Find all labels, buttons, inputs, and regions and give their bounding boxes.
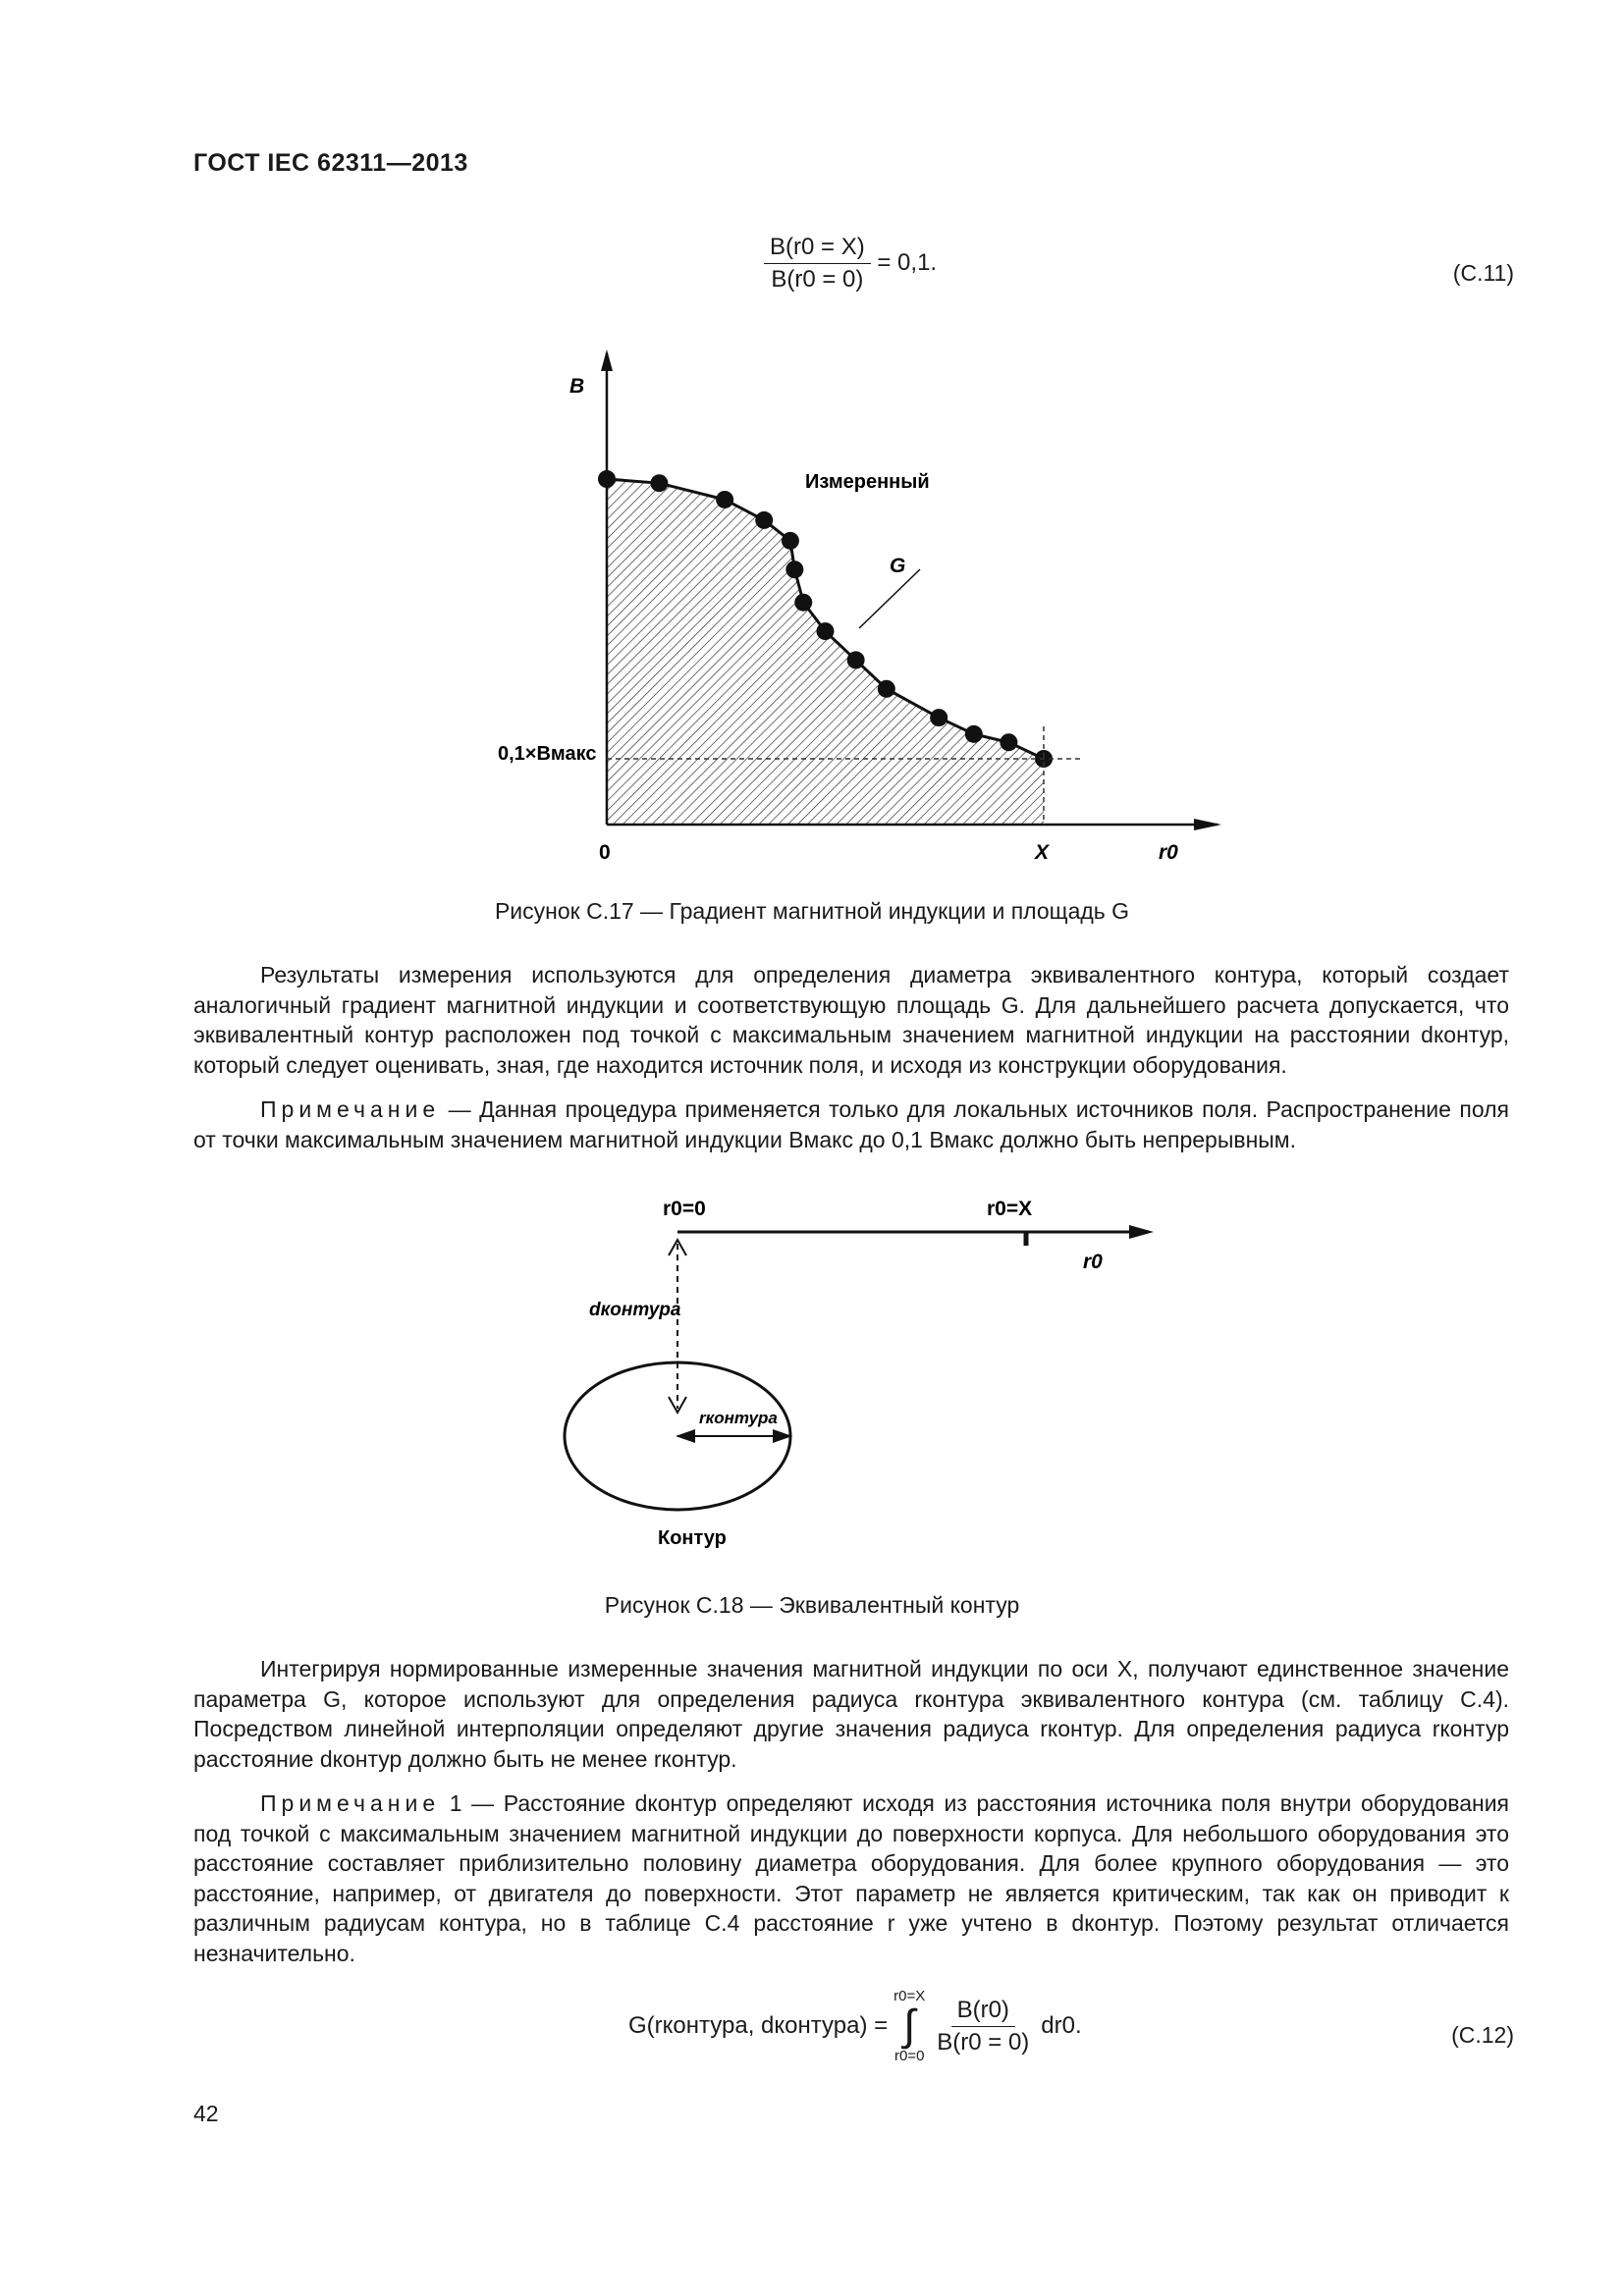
formula-c12-tail: dr0. xyxy=(1041,2012,1082,2039)
note-1-text: — Данная процедура применяется только для локальных источников поля. Распространение поля от точки максимальным значением магнитной индукции Bмакс до 0,1 Bмакс должно быть непрерывным. xyxy=(193,1096,1509,1152)
data-point xyxy=(782,532,799,550)
integral-upper-limit: r0=X xyxy=(893,1988,926,2004)
formula-c12-numerator: B(r0) xyxy=(951,1997,1015,2027)
equation-number-c12: (С.12) xyxy=(1451,2022,1514,2048)
x-axis-arrow xyxy=(1194,819,1221,830)
data-point xyxy=(650,474,668,492)
r0-end-label: r0=X xyxy=(987,1198,1033,1220)
note-2-label: Примечание xyxy=(260,1790,441,1816)
formula-c11-denominator: B(r0 = 0) xyxy=(771,266,864,293)
area-g-label: G xyxy=(890,555,906,577)
data-point xyxy=(1000,733,1017,751)
x-mark-label: X xyxy=(1035,841,1050,864)
g-leader-line xyxy=(859,569,920,628)
formula-c12-lhs: G(rконтура, dконтура) = xyxy=(628,2012,889,2039)
equation-number-c11: (С.11) xyxy=(1452,260,1514,286)
area-g xyxy=(607,479,1044,825)
r0-axis-label: r0 xyxy=(1083,1251,1103,1273)
formula-c11-numerator: B(r0 = X) xyxy=(764,234,871,264)
note-2 xyxy=(193,1789,1509,1968)
page-number: 42 xyxy=(193,2101,219,2126)
y-axis-arrow xyxy=(601,349,613,371)
curve-label: Измеренный xyxy=(805,471,930,493)
formula-c12 xyxy=(628,1988,1082,2064)
r-contour-label: rконтура xyxy=(699,1409,778,1427)
data-point xyxy=(847,651,865,668)
data-point xyxy=(965,725,983,743)
r-contour-arrow-left xyxy=(676,1429,695,1443)
note-2-text: 1 — Расстояние dконтур определяют исходя из расстояния источника поля внутри оборудования под точкой с максимальным значением магнитной индукции до поверхности корпуса. Для небольшого оборудования это расстояние составляет приблизительно половину диаметра оборудования. Для более крупного оборудования — это расстояние, например, от двигателя до поверхности. Этот параметр не является критическим, так как он приводит к различным радиусам контура, но в таблице С.4 расстояние r уже учтено в dконтур. Поэтому результат отличается незначительно. xyxy=(193,1790,1509,1966)
data-point xyxy=(817,622,835,640)
document-header: ГОСТ IEC 62311—2013 xyxy=(193,149,468,177)
formula-c11-rhs: = 0,1. xyxy=(877,248,938,276)
integral-lower-limit: r0=0 xyxy=(893,2048,925,2064)
data-point xyxy=(878,680,895,698)
d-contour-label: dконтура xyxy=(589,1300,681,1320)
figure-c17-chart xyxy=(471,344,1237,874)
data-point xyxy=(794,594,812,612)
figure-c18-diagram xyxy=(530,1183,1178,1575)
figure-c18-caption: Рисунок С.18 — Эквивалентный контур xyxy=(604,1592,1020,1618)
figure-c17-caption: Рисунок С.17 — Градиент магнитной индукции и площадь G xyxy=(494,898,1130,924)
integral-symbol: ∫ xyxy=(903,2002,916,2050)
formula-c12-denominator: B(r0 = 0) xyxy=(937,2028,1030,2056)
r0-start-label: r0=0 xyxy=(663,1198,706,1220)
contour-label: Контур xyxy=(658,1527,727,1549)
threshold-label: 0,1×Bмакс xyxy=(498,743,597,765)
r0-axis-arrow xyxy=(1129,1225,1154,1239)
data-point xyxy=(785,561,803,578)
formula-c11 xyxy=(764,234,937,294)
data-point xyxy=(716,491,733,508)
x-axis-label: r0 xyxy=(1159,841,1178,864)
y-axis-label: B xyxy=(569,375,585,398)
note-1 xyxy=(193,1095,1509,1154)
data-point xyxy=(755,511,773,529)
paragraph-2: Интегрируя нормированные измеренные значения магнитной индукции по оси X, получают единственное значение параметра G, которое используют для определения радиуса rконтура эквивалентного контура (см. таблицу С.4). Посредством линейной интерполяции определяют другие значения радиуса rконтур. Для определения радиуса rконтур расстояние dконтур должно быть не менее rконтур. xyxy=(193,1656,1509,1772)
paragraph-1: Результаты измерения используются для определения диаметра эквивалентного контура, который создает аналогичный градиент магнитной индукции и соответствующую площадь G. Для дальнейшего расчета допускается, что эквивалентный контур расположен под точкой с максимальным значением магнитной индукции на расстоянии dконтур, который следует оценивать, зная, где находится источник поля, и исходя из конструкции оборудования. xyxy=(193,962,1509,1078)
note-1-label: Примечание xyxy=(260,1096,441,1122)
data-point xyxy=(930,709,947,726)
origin-label: 0 xyxy=(599,841,611,864)
integral-sign xyxy=(893,1988,925,2064)
